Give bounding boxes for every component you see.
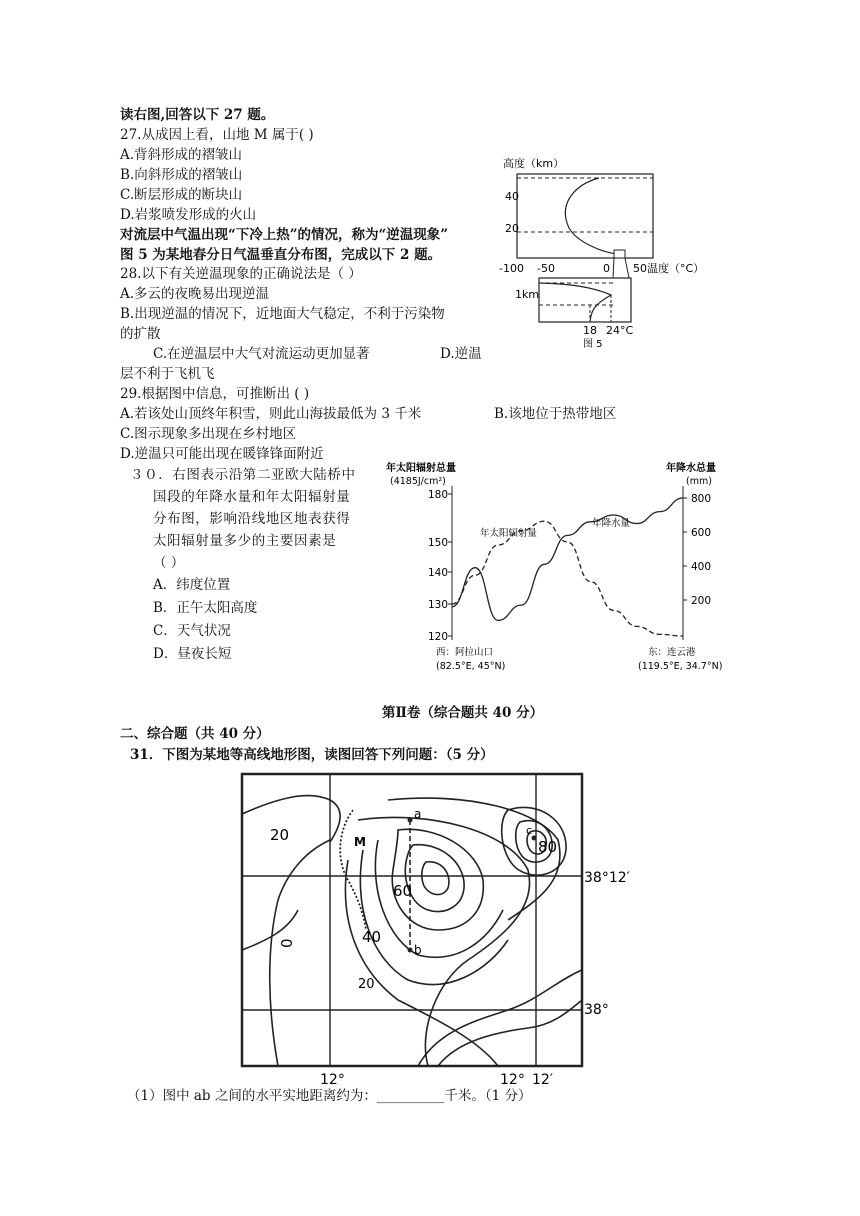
fig5-inset-x2: 24°C [606, 324, 634, 337]
chart30-right-title: 年降水总量 [666, 463, 716, 474]
map-contour-0: 0 [278, 938, 296, 948]
q29-option-b: B.该地位于热带地区 [494, 406, 617, 422]
chart30-left-tick-label: 140 [428, 567, 449, 579]
chart30-left-tick-label: 120 [428, 631, 449, 643]
q28-option-a: A.多云的夜晚易出现逆温 [120, 286, 270, 302]
chart30-west-coords: (82.5°E, 45°N) [436, 661, 506, 672]
map-ridge-line [340, 810, 366, 930]
q30-stem-line1: ３０．右图表示沿第二亚欧大陆桥中 [130, 467, 356, 483]
q27-option-a: A.背斜形成的褶皱山 [120, 147, 243, 163]
fig5-inset-x1: 18 [583, 324, 597, 337]
map-contour-40: 40 [362, 928, 382, 946]
q30-option-d: D．昼夜长短 [153, 646, 232, 662]
q27-option-b: B.向斜形成的褶皱山 [120, 167, 243, 183]
fig5-ytick-40: 40 [505, 190, 519, 203]
q29-option-d: D.逆温只可能出现在暖锋锋面附近 [120, 446, 324, 462]
fig5-xtick-m50: -50 [537, 262, 555, 275]
q30-option-b: B．正午太阳高度 [153, 600, 258, 616]
chart30-left-tick-label: 180 [428, 489, 449, 501]
figure-5-temperature-profile [495, 150, 705, 355]
q29-stem: 29.根据图中信息，可推断出 ( ) [120, 386, 310, 402]
fig5-inset-ylabel: 1km [515, 288, 540, 301]
fig5-caption: 图 5 [583, 339, 603, 350]
q30-option-c: C．天气状况 [153, 623, 231, 639]
chart30-right-tick-label: 800 [691, 493, 712, 505]
chart30-left-tick-label: 150 [428, 537, 449, 549]
q29-option-c: C.图示现象多出现在乡村地区 [120, 426, 297, 442]
chart30-right-unit: (mm) [686, 476, 712, 487]
contour-map-31 [238, 770, 668, 1088]
q30-stem-line3: 分布图，影响沿线地区地表获得 [153, 511, 351, 527]
q28-option-d: D.逆温 [440, 346, 482, 362]
map-lat-38: 38° [584, 1002, 609, 1018]
q28-stem: 28.以下有关逆温现象的正确说法是（ ） [120, 266, 362, 282]
q31-part1: （1）图中 ab 之间的水平实地距离约为：__________千米。（1 分） [127, 1088, 532, 1104]
q27-intro: 读右图,回答以下 27 题。 [120, 107, 275, 123]
q27-option-c: C.断层形成的断块山 [120, 187, 243, 203]
inversion-intro-line1: 对流层中气温出现“下冷上热”的情况，称为“逆温现象” [120, 227, 449, 243]
fig5-xtick-50: 50 [633, 262, 647, 275]
map-contour-20b: 20 [358, 977, 375, 992]
q27-option-d: D.岩浆喷发形成的火山 [120, 207, 257, 223]
q28-option-d-cont: 层不利于飞机飞 [120, 366, 215, 382]
chart30-east-label: 东：连云港 [648, 647, 696, 658]
section2-header: 第Ⅱ卷（综合题共 40 分） [382, 705, 544, 721]
fig5-xtick-m100: -100 [499, 262, 524, 275]
q30-stem-line2: 国段的年降水量和年太阳辐射量 [153, 489, 351, 505]
q31-stem: 31．下图为某地等高线地形图，读图回答下列问题：（5 分） [130, 747, 494, 763]
section2-title: 二、综合题（共 40 分） [120, 726, 270, 742]
inversion-intro-line2: 图 5 为某地春分日气温垂直分布图，完成以下 2 题。 [120, 247, 442, 263]
chart-30-radiation-precipitation [380, 458, 735, 680]
chart30-west-label: 西：阿拉山口 [436, 647, 494, 658]
chart30-series-prec-label: 年降水量 [592, 518, 631, 529]
q27-stem: 27.从成因上看，山地 M 属于( ) [120, 127, 314, 143]
q30-stem-line5: （ ） [153, 555, 185, 571]
fig5-ytick-20: 20 [505, 222, 519, 235]
map-lon-12-right: 12° [500, 1072, 525, 1088]
q28-option-b-cont: 的扩散 [120, 326, 161, 342]
chart30-right-tick-label: 600 [691, 527, 712, 539]
map-lon-12-left: 12° [320, 1072, 345, 1088]
q30-option-a: A．纬度位置 [153, 577, 231, 593]
chart30-series-rad-label: 年太阳辐射量 [480, 528, 538, 539]
map-label-b: b [414, 943, 422, 957]
chart30-left-tick-label: 130 [428, 599, 449, 611]
map-label-m: M [354, 835, 366, 849]
chart30-left-title: 年太阳辐射总量 [386, 463, 456, 474]
map-lon-12-min: 12′ [532, 1072, 553, 1088]
map-label-c: c [526, 824, 533, 837]
chart30-left-unit: (4185J/cm²) [390, 476, 446, 487]
chart30-east-coords: (119.5°E, 34.7°N) [638, 661, 723, 672]
map-contour-60: 60 [393, 882, 413, 900]
fig5-xtick-0: 0 [603, 262, 610, 275]
map-lat-38-12: 38°12′ [584, 870, 630, 886]
map-contour-20: 20 [270, 826, 290, 844]
q29-option-a: A.若该处山顶终年积雪，则此山海拔最低为 3 千米 [120, 406, 422, 422]
fig5-temperature-curve [565, 178, 617, 254]
chart30-right-tick-label: 200 [691, 595, 712, 607]
chart30-right-tick-label: 400 [691, 561, 712, 573]
fig5-xlabel: 温度（°C） [647, 262, 705, 275]
q28-option-c: C.在逆温层中大气对流运动更加显著 [153, 346, 370, 362]
q30-stem-line4: 太阳辐射量多少的主要因素是 [153, 533, 337, 549]
fig5-ylabel: 高度（km） [503, 157, 565, 170]
q28-option-b: B.出现逆温的情况下，近地面大气稳定，不利于污染物 [120, 306, 445, 322]
map-label-a: a [414, 807, 422, 821]
map-contour-80: 80 [538, 838, 558, 856]
